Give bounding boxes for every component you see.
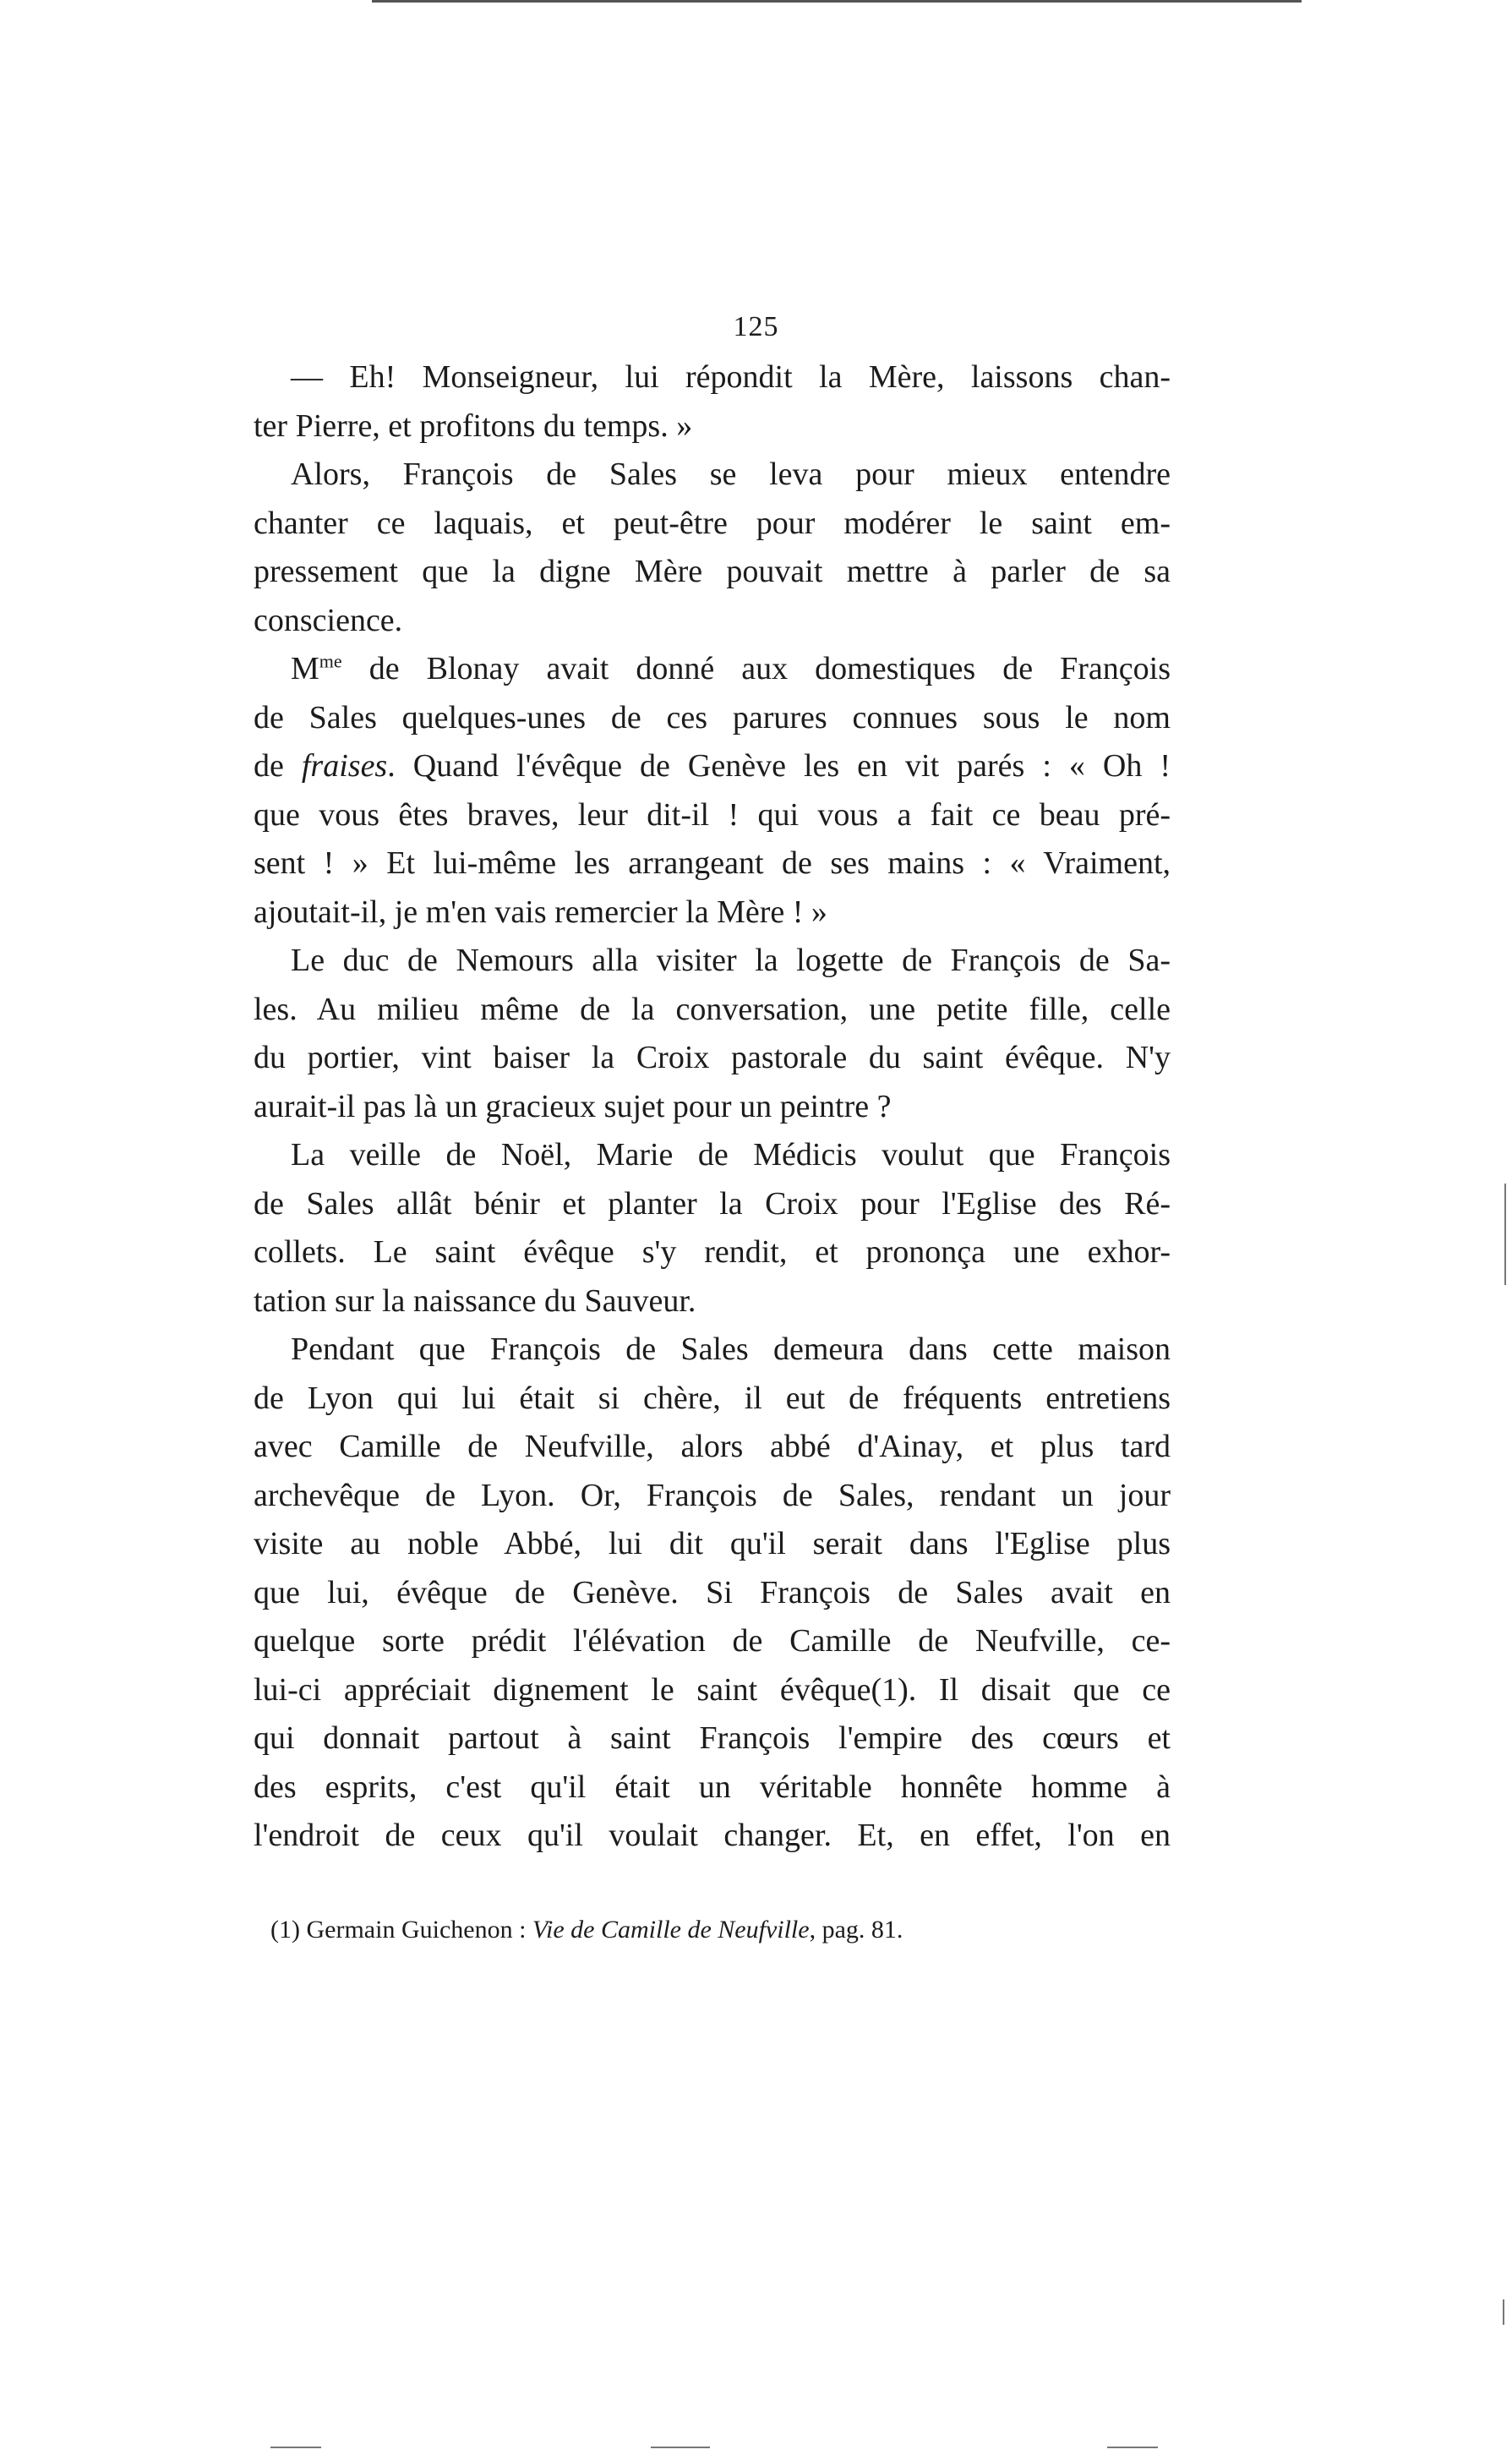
text-line: du portier, vint baiser la Croix pastorale du saint évêque. N'y — [254, 1040, 1171, 1075]
text-line: aurait-il pas là un gracieux sujet pour un peintre ? — [254, 1088, 892, 1124]
text-line: Alors, François de Sales se leva pour mieux entendre — [291, 457, 1171, 492]
text-line: ajoutait-il, je m'en vais remercier la Mère ! » — [254, 894, 827, 930]
text-line: Pendant que François de Sales demeura dans cette maison — [291, 1331, 1171, 1367]
footnote-title: Vie de Camille de Neufville — [532, 1916, 810, 1944]
scan-bottom-mark — [270, 2447, 321, 2448]
footnote — [270, 1916, 903, 1944]
line-text: . Quand l'évêque de Genève les en vit parés : « Oh ! — [387, 748, 1171, 784]
text-line: tation sur la naissance du Sauveur. — [254, 1282, 696, 1319]
text-line: l'endroit de ceux qu'il voulait changer. Et, en effet, l'on en — [254, 1818, 1171, 1853]
text-line: quelque sorte prédit l'élévation de Camille de Neufville, ce- — [254, 1623, 1171, 1659]
text-line: de Lyon qui lui était si chère, il eut de fréquents entretiens — [254, 1380, 1171, 1416]
text-line: que lui, évêque de Genève. Si François de Sales avait en — [254, 1574, 1171, 1610]
text-line: sent ! » Et lui-même les arrangeant de ses mains : « Vraiment, — [254, 845, 1171, 881]
text-line: pressement que la digne Mère pouvait mettre à parler de sa — [254, 554, 1171, 589]
line-text: de — [254, 748, 302, 784]
footnote-author: Germain Guichenon : — [306, 1916, 527, 1944]
paragraph — [254, 1131, 1171, 1326]
paragraph — [254, 353, 1171, 451]
text-line: ter Pierre, et profitons du temps. » — [254, 407, 693, 444]
text-line: visite au noble Abbé, lui dit qu'il serait dans l'Eglise plus — [254, 1526, 1171, 1561]
line-text: de Blonay avait donné aux domestiques de François — [341, 651, 1171, 686]
text-line: les. Au milieu même de la conversation, une petite fille, celle — [254, 991, 1171, 1027]
paragraph — [254, 451, 1171, 645]
paragraph — [254, 645, 1171, 937]
text-line: lui-ci appréciait dignement le saint évêque(1). Il disait que ce — [254, 1671, 1171, 1708]
italic-term: fraises — [301, 748, 388, 784]
scan-bottom-mark — [1107, 2447, 1158, 2448]
text-line: que vous êtes braves, leur dit-il ! qui vous a fait ce beau pré- — [254, 796, 1171, 833]
text-line: archevêque de Lyon. Or, François de Sales, rendant un jour — [254, 1477, 1171, 1513]
footnote-page-ref: , pag. 81. — [809, 1916, 903, 1944]
page-number: 125 — [733, 311, 779, 342]
text-line: de Sales allât bénir et planter la Croix pour l'Eglise des Ré- — [254, 1185, 1171, 1222]
scan-bottom-mark — [651, 2447, 710, 2448]
text-line — [254, 645, 1171, 694]
body-text — [254, 353, 1171, 1861]
text-line: Le duc de Nemours alla visiter la logette de François de Sa- — [291, 943, 1171, 978]
scan-edge-mark — [1503, 2299, 1504, 2325]
text-line: chanter ce laquais, et peut-être pour modérer le saint em- — [254, 505, 1171, 541]
text-line: des esprits, c'est qu'il était un véritable honnête homme à — [254, 1769, 1171, 1805]
honorific-superscript: me — [319, 650, 342, 672]
text-line: — Eh! Monseigneur, lui répondit la Mère, laissons chan- — [291, 359, 1171, 395]
footnote-marker: (1) — [270, 1916, 300, 1944]
text-line: avec Camille de Neufville, alors abbé d'Ainay, et plus tard — [254, 1429, 1171, 1464]
text-line — [254, 742, 1171, 791]
paragraph — [254, 1326, 1171, 1861]
text-line: conscience. — [254, 602, 403, 638]
honorific: M — [291, 651, 319, 686]
text-line: qui donnait partout à saint François l'empire des cœurs et — [254, 1720, 1171, 1756]
paragraph — [254, 937, 1171, 1131]
text-line: collets. Le saint évêque s'y rendit, et prononça une exhor- — [254, 1234, 1171, 1270]
text-line: La veille de Noël, Marie de Médicis voulut que François — [291, 1137, 1171, 1173]
text-line: de Sales quelques-unes de ces parures connues sous le nom — [254, 699, 1171, 735]
scan-edge-mark — [1504, 1184, 1506, 1285]
top-rule — [372, 0, 1302, 3]
